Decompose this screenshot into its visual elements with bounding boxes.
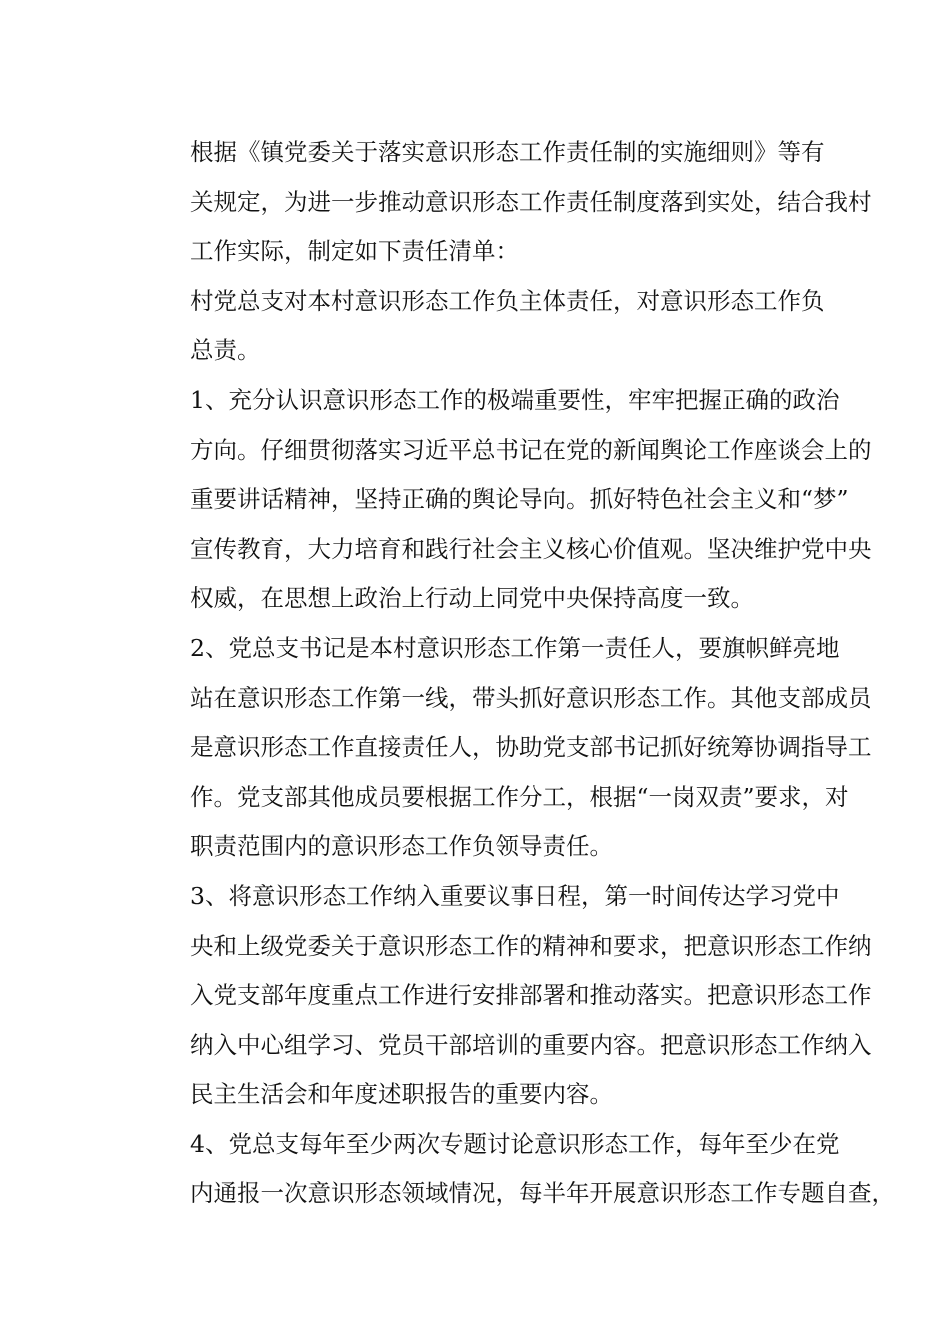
text-line: 1、充分认识意识形态工作的极端重要性，牢牢把握正确的政治 [190,385,840,414]
paragraph-main-responsibility [143,277,825,376]
text-line: 作。党支部其他成员要根据工作分工，根据“一岗双责”要求，对 [190,782,849,811]
text-line: 村党总支对本村意识形态工作负主体责任，对意识形态工作负 [190,286,825,315]
paragraph-item-3 [143,872,872,1120]
paragraph-item-4 [143,1120,895,1219]
text-line: 纳入中心组学习、党员干部培训的重要内容。把意识形态工作纳入 [190,1030,872,1059]
paragraph-intro [143,128,872,277]
paragraph-item-1 [143,376,872,624]
text-line: 站在意识形态工作第一线，带头抓好意识形态工作。其他支部成员 [190,683,872,712]
document-body [143,128,895,1219]
text-line: 方向。仔细贯彻落实习近平总书记在党的新闻舆论工作座谈会上的 [190,435,872,464]
text-line: 内通报一次意识形态领域情况，每半年开展意识形态工作专题自查， [190,1179,895,1208]
text-line: 入党支部年度重点工作进行安排部署和推动落实。把意识形态工作 [190,981,872,1010]
text-line: 职责范围内的意识形态工作负领导责任。 [190,832,613,861]
text-line: 是意识形态工作直接责任人，协助党支部书记抓好统筹协调指导工 [190,733,872,762]
text-line: 权威，在思想上政治上行动上同党中央保持高度一致。 [190,584,754,613]
text-line: 央和上级党委关于意识形态工作的精神和要求，把意识形态工作纳 [190,931,872,960]
text-line: 关规定，为进一步推动意识形态工作责任制度落到实处，结合我村 [190,187,872,216]
text-line: 3、将意识形态工作纳入重要议事日程，第一时间传达学习党中 [190,881,840,910]
paragraph-item-2 [143,624,872,872]
text-line: 重要讲话精神，坚持正确的舆论导向。抓好特色社会主义和“梦” [190,485,849,514]
text-line: 4、党总支每年至少两次专题讨论意识形态工作，每年至少在党 [190,1129,840,1158]
text-line: 民主生活会和年度述职报告的重要内容。 [190,1080,613,1109]
text-line: 根据《镇党委关于落实意识形态工作责任制的实施细则》等有 [190,138,825,166]
text-line: 工作实际，制定如下责任清单： [190,237,519,266]
text-line: 2、党总支书记是本村意识形态工作第一责任人，要旗帜鲜亮地 [190,633,840,662]
text-line: 总责。 [190,336,261,365]
text-line: 宣传教育，大力培育和践行社会主义核心价值观。坚决维护党中央 [190,534,872,563]
